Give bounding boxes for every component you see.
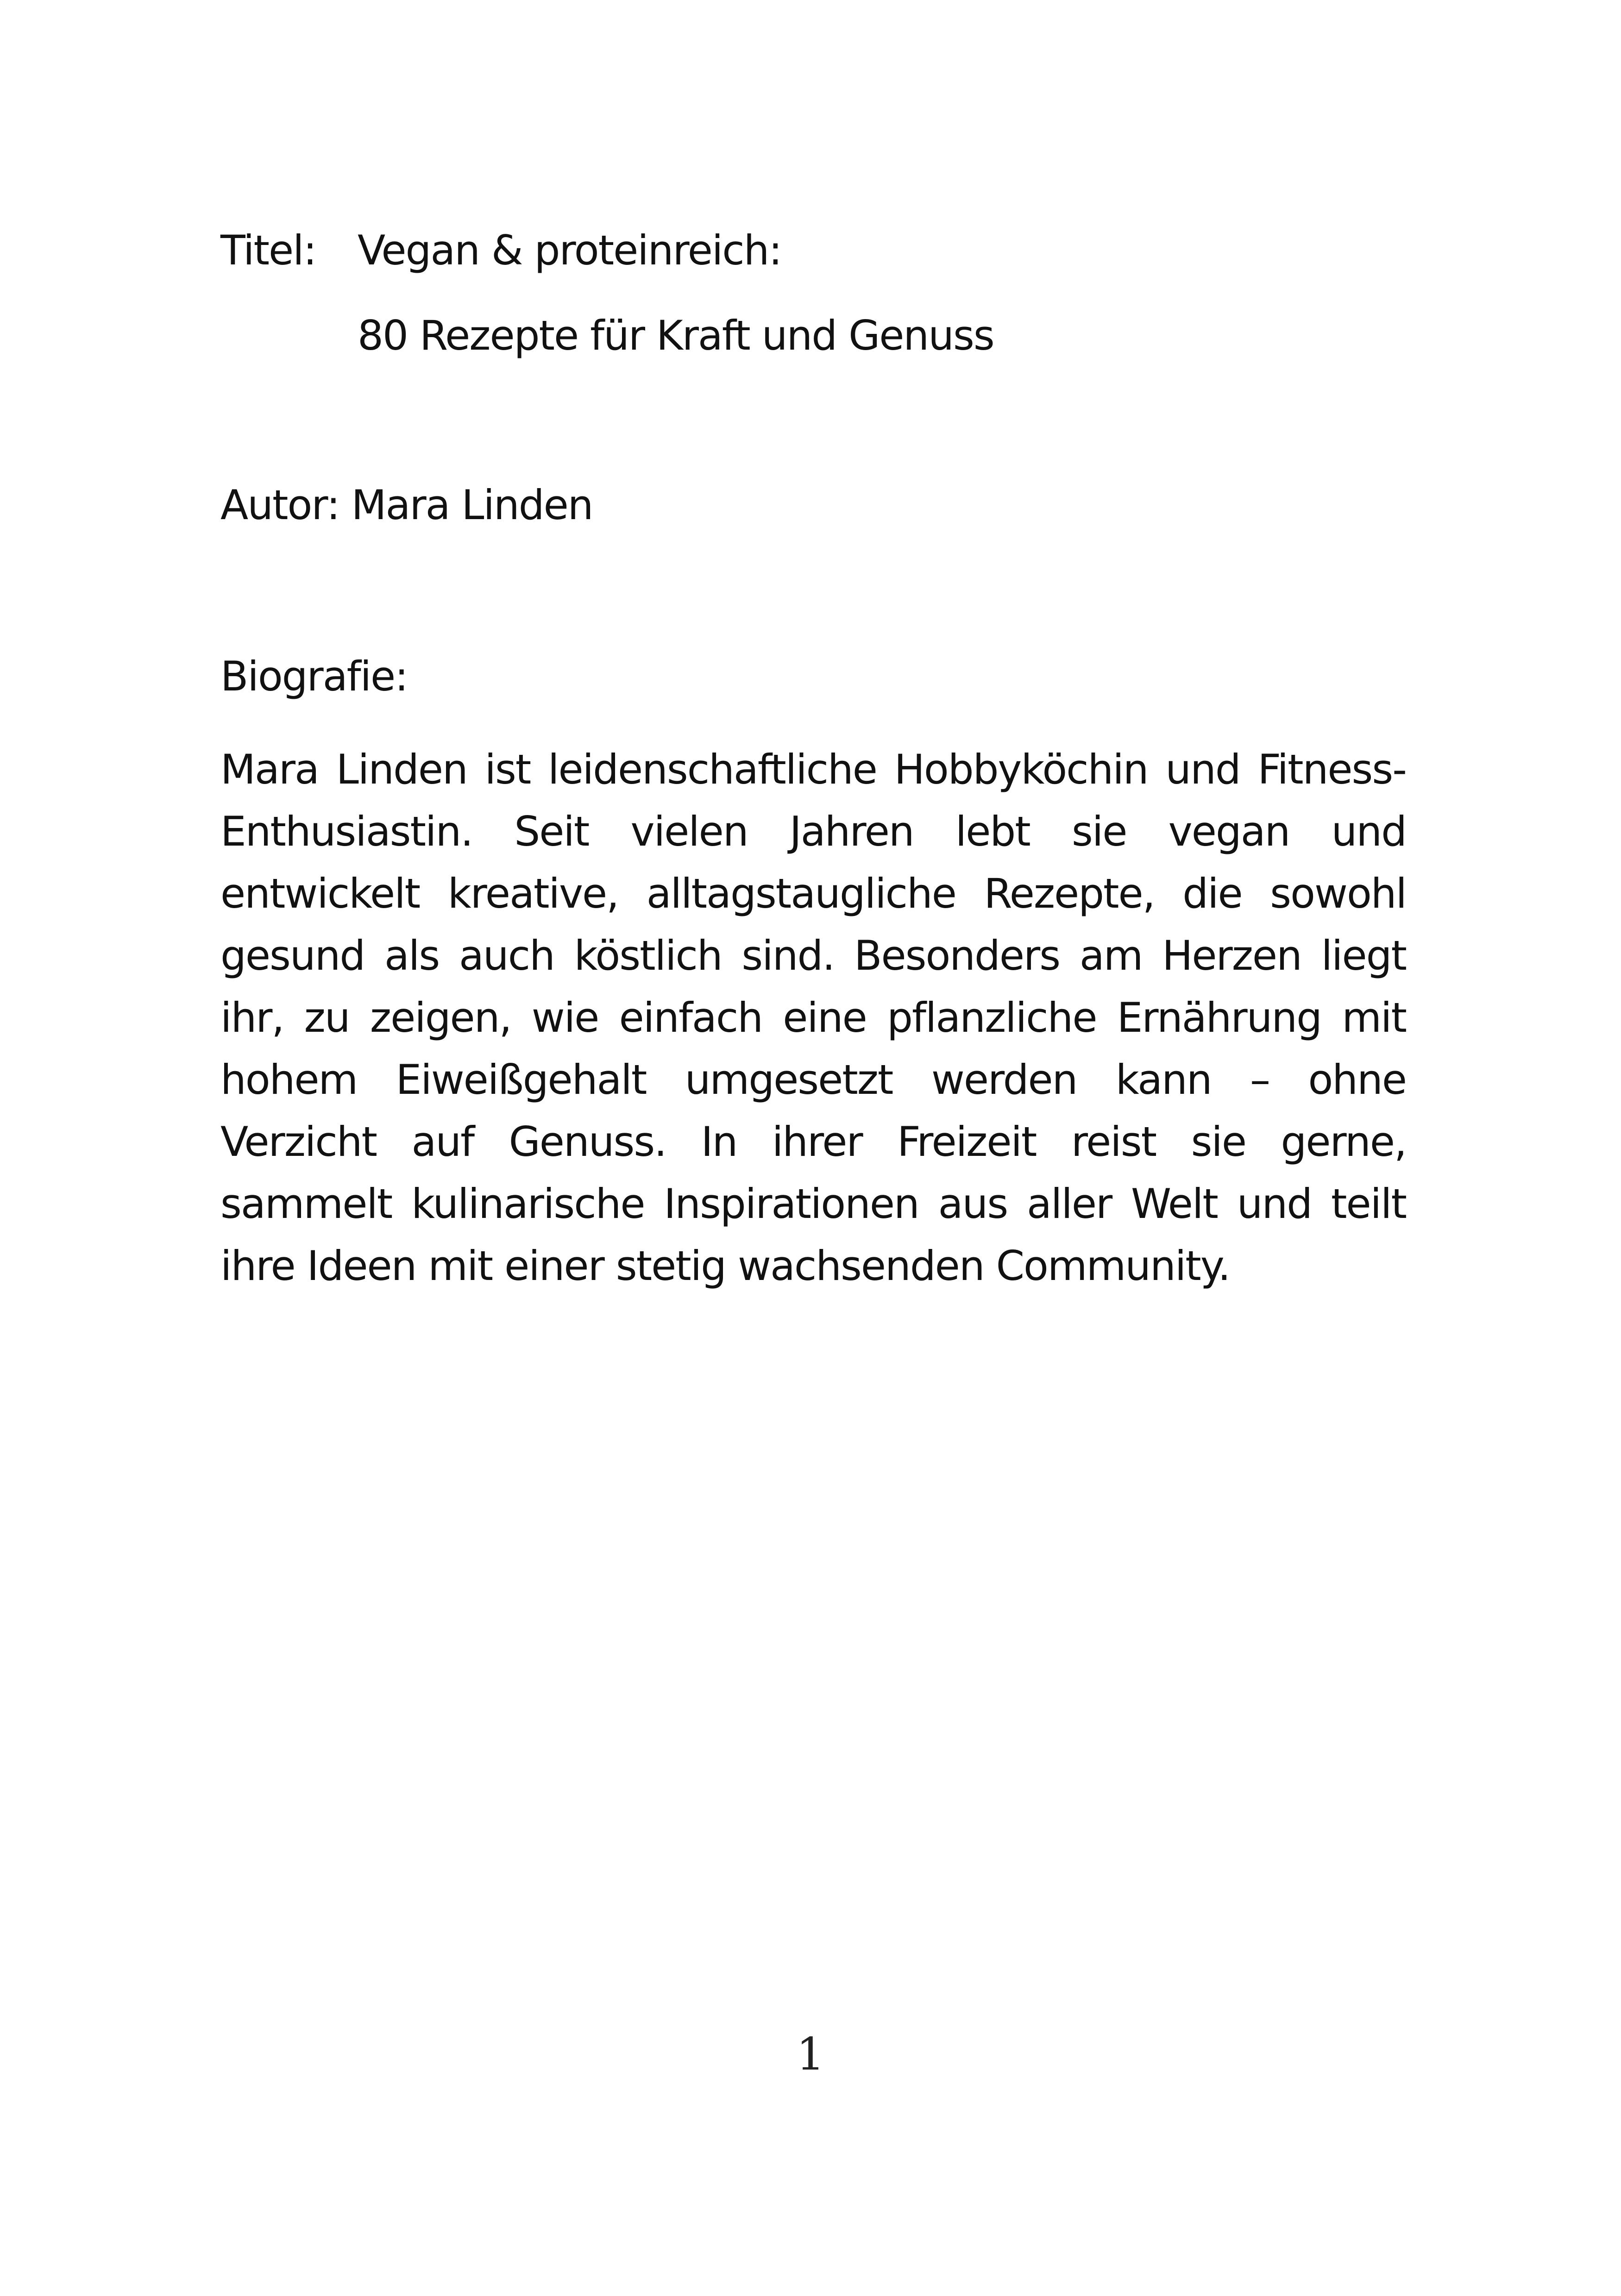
- author-section: [220, 481, 1406, 530]
- book-title-line-1: Vegan & proteinreich:: [358, 226, 782, 274]
- title-label: Titel:: [220, 226, 316, 274]
- page-number: 1: [796, 2028, 825, 2080]
- biography-heading: Biografie:: [220, 652, 408, 700]
- author-label: Autor:: [220, 481, 339, 529]
- biography-text: Mara Linden ist leidenschaftliche Hobbyköchin und Fitness-Enthusiastin. Seit vielen Jahren lebt sie vegan und entwickelt kreative, alltagstaugliche Rezepte, die sowohl gesund als auch köstlich sind. Besonders am Herzen liegt ihr, zu zeigen, wie einfach eine pflanzliche Ernährung mit hohem Eiweißgehalt umgesetzt werden kann – ohne Verzicht auf Genuss. In ihrer Freizeit reist sie gerne, sammelt kulinarische Inspirationen aus aller Welt und teilt ihre Ideen mit einer stetig wachsenden Community.: [220, 746, 1406, 1290]
- book-title-line-2: 80 Rezepte für Kraft und Genuss: [358, 312, 994, 359]
- title-lines: [358, 226, 1404, 396]
- author-name: Mara Linden: [351, 481, 593, 529]
- title-section: [220, 226, 1406, 374]
